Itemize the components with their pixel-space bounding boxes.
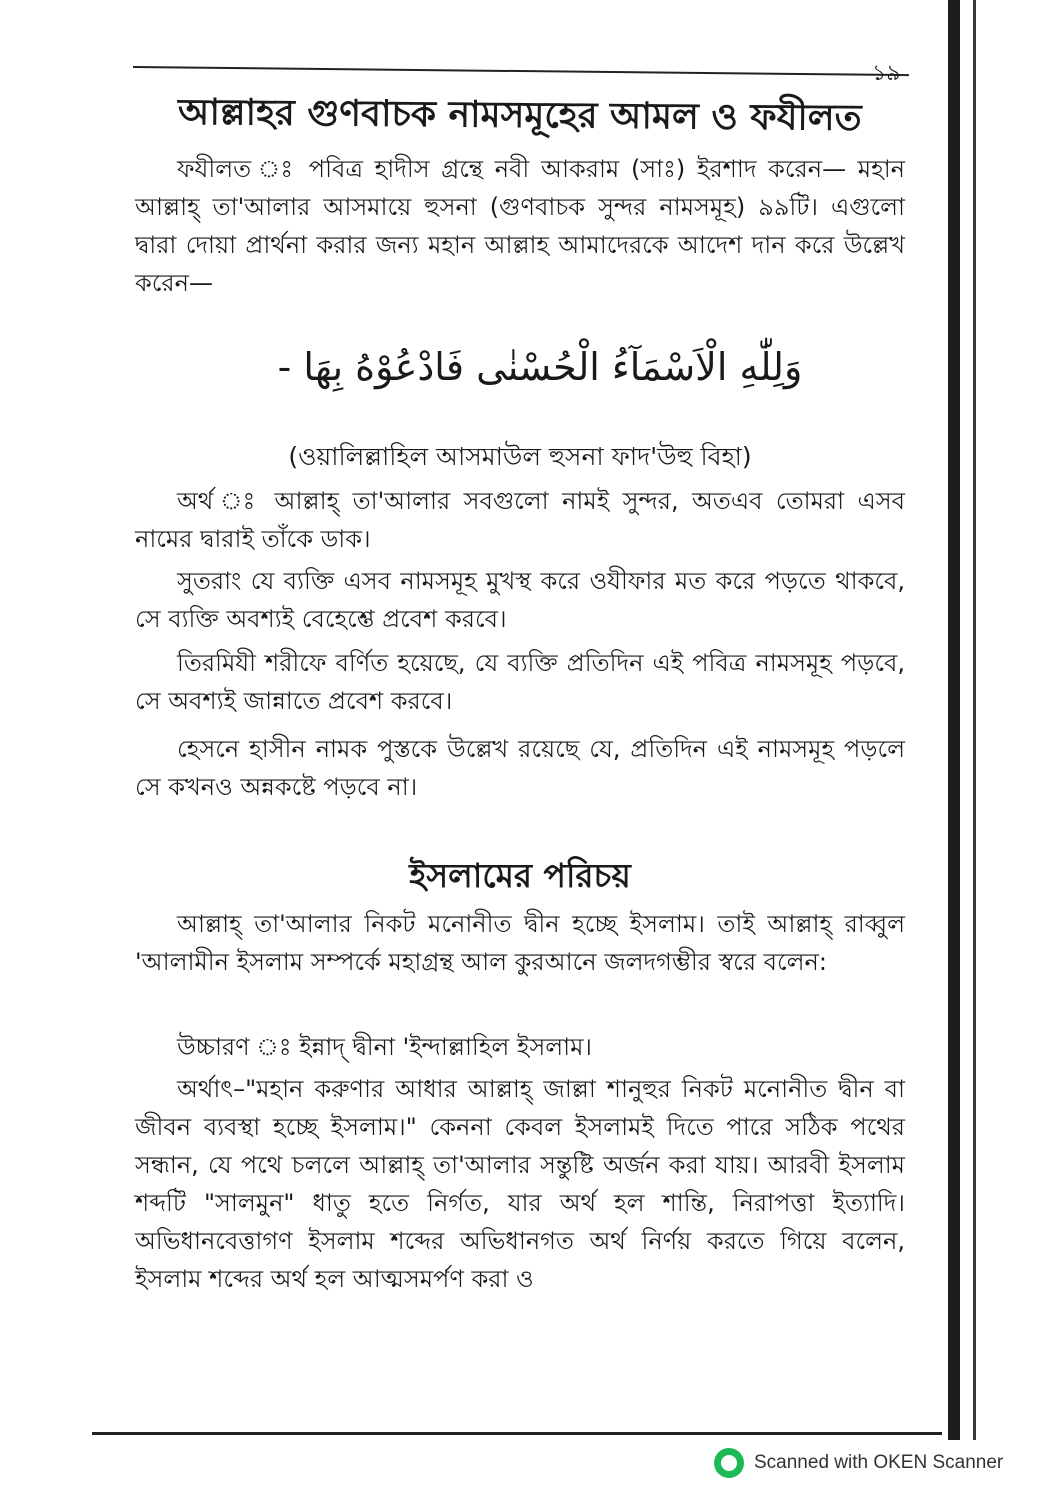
footer-rule bbox=[92, 1432, 942, 1435]
page-title: আল্লাহর গুণবাচক নামসমূহের আমল ও ফযীলত bbox=[177, 91, 862, 139]
header-rule bbox=[133, 66, 909, 76]
fazilat-paragraph: ফযীলত ঃ পবিত্র হাদীস গ্রন্থে নবী আকরাম (সাঃ) ইরশাদ করেন— মহান আল্লাহ্ তা'আলার আসমায়ে হুসনা (গুণবাচক সুন্দর নামসমূহ) ৯৯টি। এগুলো দ্বারা দোয়া প্রার্থনা করার জন্য মহান আল্লাহ আমাদেরকে আদেশ দান করে উল্লেখ করেন— bbox=[135, 155, 905, 297]
meaning-paragraph: অর্থ ঃ আল্লাহ্ তা'আলার সবগুলো নামই সুন্দর, অতএব তোমরা এসব নামের দ্বারাই তাঁকে ডাক। bbox=[135, 487, 905, 553]
watermark-text: Scanned with OKEN Scanner bbox=[754, 1452, 1004, 1473]
scanner-watermark bbox=[714, 1446, 1003, 1480]
page-number: ১৯ bbox=[872, 61, 901, 86]
oken-scanner-logo-icon bbox=[714, 1448, 744, 1478]
hisn-paragraph: হেসনে হাসীন নামক পুস্তকে উল্লেখ রয়েছে যে, প্রতিদিন এই নামসমূহ পড়লে সে কখনও অন্নকষ্টে পড়বে না। bbox=[135, 735, 905, 801]
transliteration: (ওয়ালিল্লাহিল আসমাউল হুসনা ফাদ'উহু বিহা) bbox=[288, 442, 752, 471]
islam-intro-paragraph: আল্লাহ্ তা'আলার নিকট মনোনীত দ্বীন হচ্ছে ইসলাম। তাই আল্লাহ্ রাব্বুল 'আলামীন ইসলাম সম্পর্কে মহাগ্রন্থ আল কুরআনে জলদগম্ভীর স্বরে বলেন: bbox=[135, 910, 905, 976]
memorize-paragraph: সুতরাং যে ব্যক্তি এসব নামসমূহ মুখস্থ করে ওযীফার মত করে পড়তে থাকবে, সে ব্যক্তি অবশ্যই বেহেশ্তে প্রবেশ করবে। bbox=[135, 567, 905, 633]
section-heading-islam: ইসলামের পরিচয় bbox=[409, 856, 631, 895]
pronunciation-paragraph: উচ্চারণ ঃ ইন্নাদ্ দ্বীনা 'ইন্দাল্লাহিল ইসলাম। bbox=[177, 1033, 592, 1061]
book-binding-edge bbox=[948, 0, 960, 1440]
book-binding-line bbox=[973, 0, 976, 1440]
tirmidhi-paragraph: তিরমিযী শরীফে বর্ণিত হয়েছে, যে ব্যক্তি প্রতিদিন এই পবিত্র নামসমূহ পড়বে, সে অবশ্যই জান্নাতে প্রবেশ করবে। bbox=[135, 649, 905, 715]
islam-meaning-paragraph: অর্থাৎ–"মহান করুণার আধার আল্লাহ্ জাল্লা শানুহুর নিকট মনোনীত দ্বীন বা জীবন ব্যবস্থা হচ্ছে ইসলাম।" কেননা কেবল ইসলামই দিতে পারে সঠিক পথের সন্ধান, যে পথে চললে আল্লাহ্ তা'আলার সন্তুষ্টি অর্জন করা যায়। আরবী ইসলাম শব্দটি "সালমুন" ধাতু হতে নির্গত, যার অর্থ হল শান্তি, নিরাপত্তা ইত্যাদি। অভিধানবেত্তাগণ ইসলাম শব্দের অভিধানগত অর্থ নির্ণয় করতে গিয়ে বলেন, ইসলাম শব্দের অর্থ হল আত্মসমর্পণ করা ও bbox=[135, 1075, 905, 1293]
arabic-verse: وَلِلّٰهِ الْاَسْمَآءُ الْحُسْنٰى فَادْعُوْهُ بِهَا - bbox=[277, 345, 803, 389]
